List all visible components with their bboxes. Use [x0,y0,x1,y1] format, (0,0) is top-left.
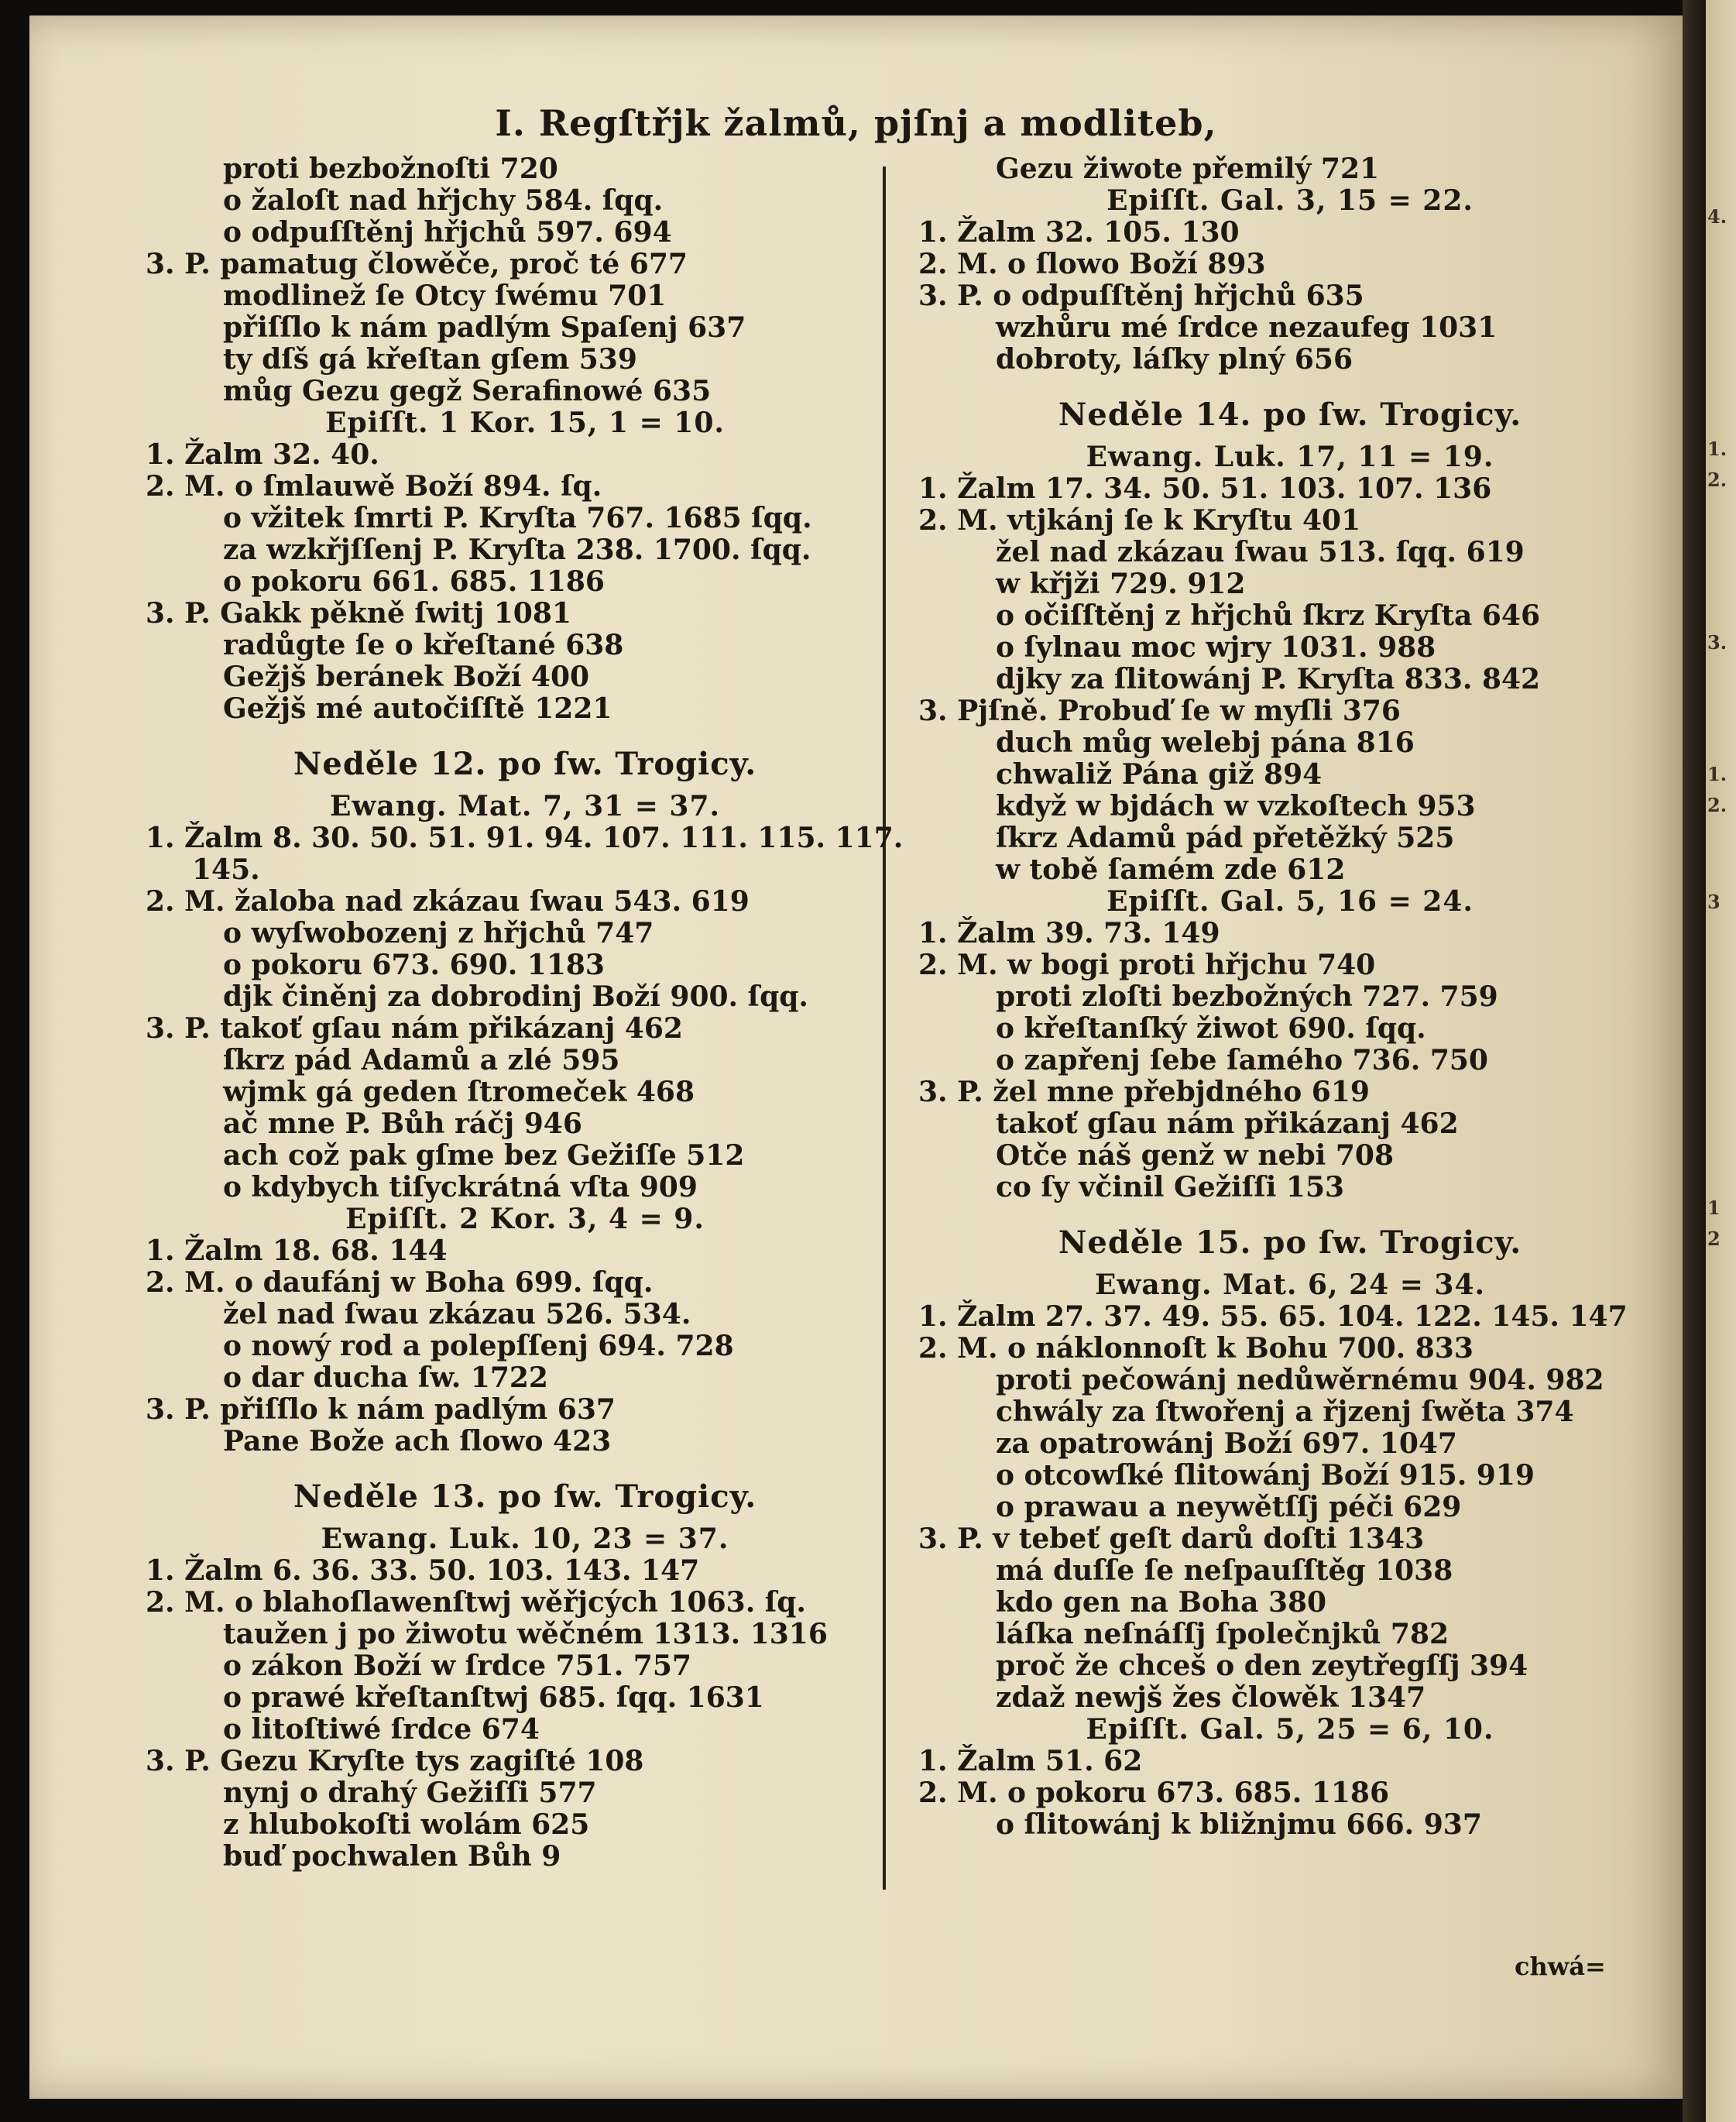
index-entry: chwály za ſtwořenj a řjzenj ſwěta 374 [996,1396,1574,1428]
index-entry: proti bezbožnoſti 720 [223,153,558,185]
index-entry: 3. P. v tebeť geſt darů doſti 1343 [918,1523,1425,1555]
reading-reference: Ewang. Luk. 10, 23 = 37. [321,1523,729,1555]
index-entry: djk činěnj za dobrodinj Boží 900. ſqq. [223,980,808,1013]
index-entry: ty dſš gá křeſtan gſem 539 [223,343,637,376]
index-entry: co ſy včinil Gežiſſi 153 [996,1171,1345,1203]
index-entry: o zákon Boží w ſrdce 751. 757 [223,1650,691,1682]
edge-mark: 3 [1707,891,1721,913]
index-entry: 145. [192,853,260,886]
index-entry: 3. P. pamatug člowěče, proč té 677 [146,248,688,280]
index-entry: 2. M. o ſmlauwě Boží 894. ſq. [146,470,602,503]
sunday-heading: Neděle 15. po ſw. Trogicy. [1058,1224,1522,1261]
index-entry: o dar ducha ſw. 1722 [223,1361,548,1394]
index-entry: 3. P. žel mne přebjdného 619 [918,1076,1370,1108]
index-entry: za opatrowánj Boží 697. 1047 [996,1427,1457,1460]
index-entry: o pokoru 661. 685. 1186 [223,565,605,598]
index-entry: 2. M. žaloba nad zkázau ſwau 543. 619 [146,885,750,918]
index-entry: ſkrz Adamů pád přetěžký 525 [996,822,1455,854]
index-entry: nynj o drahý Gežiſſi 577 [223,1777,597,1809]
index-entry: láſka neſnáſſj ſpolečnjků 782 [996,1618,1450,1650]
index-entry: chwaliž Pána giž 894 [996,758,1323,791]
reading-reference: Epiſſt. Gal. 5, 16 = 24. [1106,885,1474,918]
page-header: I. Regſtřjk žalmů, pjſnj a modliteb, [495,102,1217,144]
index-entry: můg Gezu gegž Serafinowé 635 [223,375,712,407]
index-entry: přiſſlo k nám padlým Spaſenj 637 [223,311,746,344]
index-entry: 3. P. Gakk pěkně ſwitj 1081 [146,597,571,630]
index-entry: w křjži 729. 912 [996,568,1246,600]
index-entry: Gežjš beránek Boží 400 [223,661,590,693]
sunday-heading: Neděle 14. po ſw. Trogicy. [1058,397,1522,433]
adjacent-page-edge [1706,0,1736,2122]
index-entry: proč že chceš o den zeytřegſſj 394 [996,1650,1528,1682]
index-entry: 2. M. o pokoru 673. 685. 1186 [918,1777,1390,1809]
index-entry: duch můg welebj pána 816 [996,726,1415,759]
index-entry: o ſylnau moc wjry 1031. 988 [996,631,1436,664]
index-entry: zdaž newjš žes člowěk 1347 [996,1681,1426,1714]
index-entry: dobroty, láſky plný 656 [996,343,1353,376]
right-column [918,153,1662,1841]
edge-mark: 1. [1707,763,1727,785]
index-entry: o křeſtanſký žiwot 690. ſqq. [996,1012,1426,1045]
edge-mark: 2. [1707,469,1727,491]
edge-mark: 2 [1707,1228,1721,1250]
index-entry: 2. M. vtjkánj ſe k Kryſtu 401 [918,504,1361,537]
index-entry: Gezu žiwote přemilý 721 [996,153,1380,185]
index-entry: wzhůru mé ſrdce nezaufeg 1031 [996,311,1498,344]
index-entry: 2. M. o náklonnoſt k Bohu 700. 833 [918,1332,1474,1365]
index-entry: Pane Bože ach ſlowo 423 [223,1425,612,1458]
index-entry: o žaloſt nad hřjchy 584. ſqq. [223,184,664,217]
index-entry: žel nad ſwau zkázau 526. 534. [223,1298,691,1331]
index-entry: 1. Žalm 27. 37. 49. 55. 65. 104. 122. 145. 147 [918,1300,1628,1333]
reading-reference: Ewang. Mat. 7, 31 = 37. [329,790,721,822]
reading-reference: Ewang. Luk. 17, 11 = 19. [1086,441,1494,473]
index-entry: o odpuſſtěnj hřjchů 597. 694 [223,216,672,249]
catchword: chwá= [1515,1952,1606,1981]
index-entry: o vžitek ſmrti P. Kryſta 767. 1685 ſqq. [223,502,812,534]
index-entry: o litoſtiwé ſrdce 674 [223,1713,540,1746]
reading-reference: Epiſſt. 1 Kor. 15, 1 = 10. [325,407,725,439]
index-entry: o ſlitowánj k bližnjmu 666. 937 [996,1808,1482,1841]
edge-mark: 2. [1707,794,1727,816]
index-entry: djky za ſlitowánj P. Kryſta 833. 842 [996,663,1541,695]
index-entry: ač mne P. Bůh ráčj 946 [223,1107,582,1140]
index-entry: 1. Žalm 17. 34. 50. 51. 103. 107. 136 [918,472,1492,505]
index-entry: 3. P. o odpuſſtěnj hřjchů 635 [918,280,1364,312]
index-entry: 3. P. takoť gſau nám přikázanj 462 [146,1012,683,1045]
index-entry: o zapřenj ſebe ſamého 736. 750 [996,1044,1488,1076]
index-entry: modlinež ſe Otcy ſwému 701 [223,280,667,312]
reading-reference: Ewang. Mat. 6, 24 = 34. [1094,1269,1486,1301]
index-entry: 2. M. w bogi proti hřjchu 740 [918,949,1376,981]
index-entry: žel nad zkázau ſwau 513. ſqq. 619 [996,536,1525,568]
index-entry: 3. Pjſně. Probuď ſe w myſli 376 [918,695,1401,727]
index-entry: 1. Žalm 18. 68. 144 [146,1234,448,1267]
index-entry: 2. M. o daufánj w Boha 699. ſqq. [146,1266,654,1299]
index-entry: 1. Žalm 39. 73. 149 [918,917,1220,949]
index-entry: ach což pak gſme bez Gežiſſe 512 [223,1139,745,1172]
reading-reference: Epiſſt. Gal. 5, 25 = 6, 10. [1086,1713,1494,1746]
index-entry: 1. Žalm 8. 30. 50. 51. 91. 94. 107. 111. 115. 117. [146,822,904,854]
index-entry: 1. Žalm 6. 36. 33. 50. 103. 143. 147 [146,1554,700,1587]
index-entry: takoť gſau nám přikázanj 462 [996,1107,1459,1140]
index-entry: Gežjš mé autočiſſtě 1221 [223,692,612,725]
index-entry: wjmk gá geden ſtromeček 468 [223,1076,695,1108]
index-entry: o kdybych tiſyckrátná vſta 909 [223,1171,698,1203]
edge-mark: 4. [1707,205,1727,228]
edge-mark: 1 [1707,1197,1721,1219]
index-entry: o prawau a neywětſſj péči 629 [996,1491,1462,1523]
index-entry: ſkrz pád Adamů a zlé 595 [223,1044,620,1076]
index-entry: 1. Žalm 51. 62 [918,1745,1143,1777]
index-entry: w tobě ſamém zde 612 [996,853,1346,886]
index-entry: 2. M. o ſlowo Boží 893 [918,248,1266,280]
index-entry: 3. P. přiſſlo k nám padlým 637 [146,1393,616,1426]
reading-reference: Epiſſt. 2 Kor. 3, 4 = 9. [345,1203,705,1235]
index-entry: o wyſwobozenj z hřjchů 747 [223,917,654,949]
index-entry: o očiſſtěnj z hřjchů ſkrz Kryſta 646 [996,599,1541,632]
index-entry: z hlubokoſti wolám 625 [223,1808,590,1841]
edge-mark: 3. [1707,631,1727,654]
index-entry: za wzkřjſſenj P. Kryſta 238. 1700. ſqq. [223,534,811,566]
index-entry: když w bjdách w vzkoſtech 953 [996,790,1476,822]
edge-mark: 1. [1707,438,1727,460]
index-entry: o pokoru 673. 690. 1183 [223,949,605,981]
index-entry: proti zloſti bezbožných 727. 759 [996,980,1498,1013]
index-entry: radůgte ſe o křeſtané 638 [223,629,624,661]
index-entry: 1. Žalm 32. 105. 130 [918,216,1240,249]
index-entry: 3. P. Gezu Kryſte tys zagiſté 108 [146,1745,644,1777]
index-entry: kdo gen na Boha 380 [996,1586,1327,1619]
index-entry: Otče náš genž w nebi 708 [996,1139,1395,1172]
index-entry: buď pochwalen Bůh 9 [223,1840,561,1873]
index-entry: o nowý rod a polepſſenj 694. 728 [223,1330,734,1362]
book-page [29,15,1683,2099]
sunday-heading: Neděle 12. po ſw. Trogicy. [293,746,757,782]
reading-reference: Epiſſt. Gal. 3, 15 = 22. [1106,184,1474,217]
index-entry: o prawé křeſtanſtwj 685. ſqq. 1631 [223,1681,764,1714]
index-entry: proti pečowánj nedůwěrnému 904. 982 [996,1364,1604,1396]
index-entry: taužen j po žiwotu wěčném 1313. 1316 [223,1618,828,1650]
index-entry: 2. M. o blahoſlawenſtwj wěřjcých 1063. ſq. [146,1586,806,1619]
sunday-heading: Neděle 13. po ſw. Trogicy. [293,1478,757,1515]
index-entry: má duſſe ſe neſpauſſtěg 1038 [996,1554,1453,1587]
index-entry: o otcowſké ſlitowánj Boží 915. 919 [996,1459,1535,1492]
left-column [146,153,904,1873]
book-spine [1683,0,1706,2122]
index-entry: 1. Žalm 32. 40. [146,438,379,471]
